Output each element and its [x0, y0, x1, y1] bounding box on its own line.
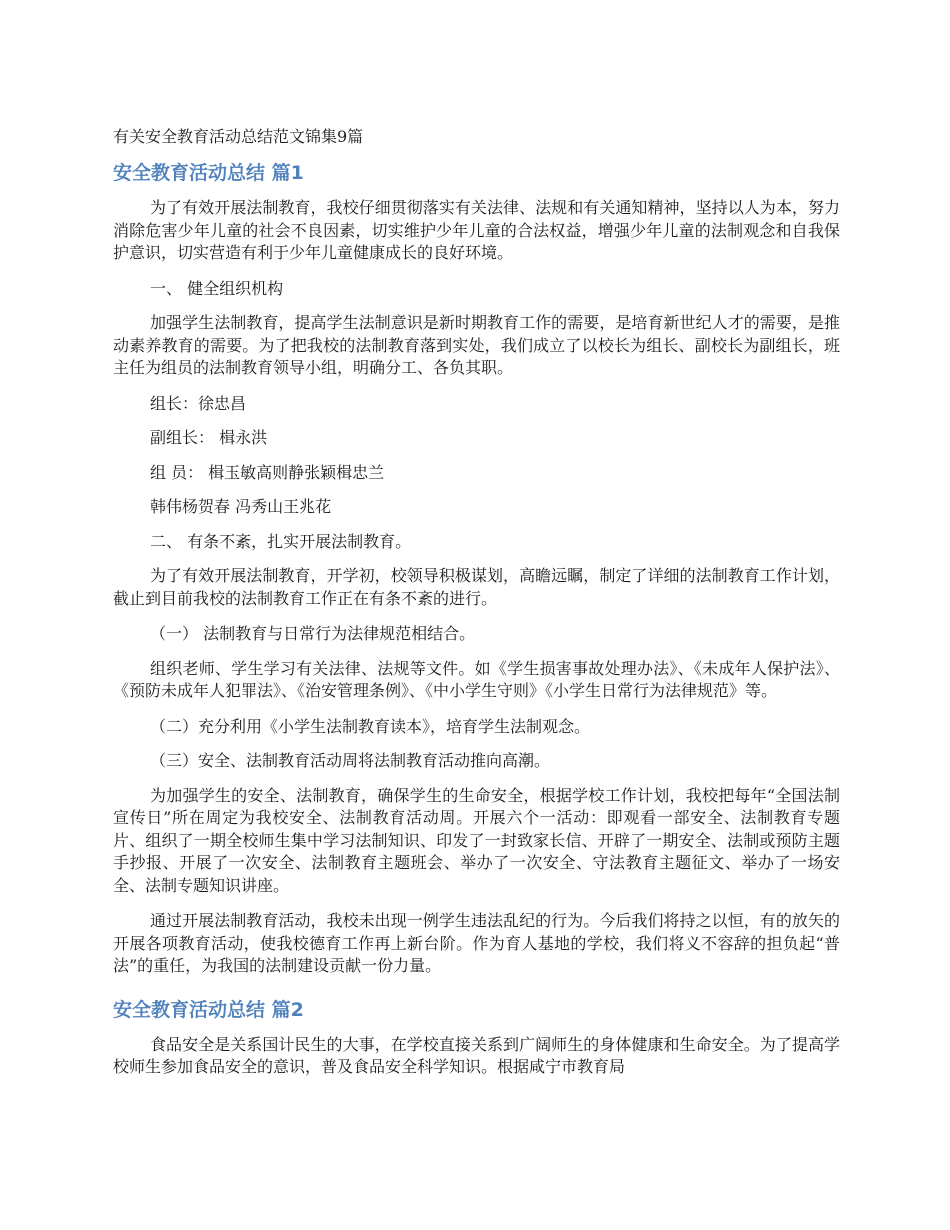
paragraph: 组织老师、学生学习有关法律、法规等文件。如《学生损害事故处理办法》、《未成年人保护法》、《预防未成年人犯罪法》、《治安管理条例》、《中小学生守则》《小学生日常行为法律规范》等。 — [113, 658, 840, 700]
subheading: （二）充分利用《小学生法制教育读本》，培育学生法制观念。 — [150, 716, 591, 736]
subheading: 一、 健全组织机构 — [150, 278, 284, 298]
paragraph: 通过开展法制教育活动，我校未出现一例学生违法乱纪的行为。今后我们将持之以恒，有的放矢的开展各项教育活动，使我校德育工作再上新台阶。作为育人基地的学校，我们将义不容辞的担负起“普法”的重任，为我国的法制建设贡献一份力量。 — [113, 911, 840, 975]
paragraph: 韩伟杨贺春 冯秀山王兆花 — [150, 497, 332, 516]
paragraph: 加强学生法制教育，提高学生法制意识是新时期教育工作的需要，是培育新世纪人才的需要，是推动素养教育的需要。为了把我校的法制教育落到实处，我们成立了以校长为组长、副校长为副组长，班主任为组员的法制教育领导小组，明确分工、各负其职。 — [113, 313, 840, 377]
paragraph: 为了有效开展法制教育，开学初，校领导积极谋划，高瞻远瞩，制定了详细的法制教育工作计划，截止到目前我校的法制教育工作正在有条不紊的进行。 — [113, 566, 840, 608]
paragraph: 食品安全是关系国计民生的大事，在学校直接关系到广阔师生的身体健康和生命安全。为了提高学校师生参加食品安全的意识，普及食品安全科学知识。根据咸宁市教育局 — [113, 1034, 840, 1076]
subheading: （一） 法制教育与日常行为法律规范相结合。 — [150, 624, 476, 643]
document-page — [113, 122, 840, 1092]
document-title: 有关安全教育活动总结范文锦集9篇 — [113, 127, 364, 146]
section-heading-2: 安全教育活动总结 篇2 — [113, 998, 304, 1021]
subheading: 二、 有条不紊，扎实开展法制教育。 — [150, 531, 412, 551]
paragraph: 副组长： 楫永洪 — [150, 428, 268, 447]
paragraph: 为加强学生的安全、法制教育，确保学生的生命安全，根据学校工作计划，我校把每年“全国法制宣传日”所在周定为我校安全、法制教育活动周。开展六个一活动：即观看一部安全、法制教育专题片、组织了一期全校师生集中学习法制知识、印发了一封致家长信、开辟了一期安全、法制或预防主题手抄报、开展了一次安全、法制教育主题班会、举办了一次安全、守法教育主题征文、举办了一场安全、法制专题知识讲座。 — [113, 785, 840, 895]
paragraph: 组长：徐忠昌 — [150, 393, 247, 413]
paragraph: 为了有效开展法制教育，我校仔细贯彻落实有关法律、法规和有关通知精神，坚持以人为本，努力消除危害少年儿童的社会不良因素，切实维护少年儿童的合法权益，增强少年儿童的法制观念和自我保护意识，切实营造有利于少年儿童健康成长的良好环境。 — [113, 198, 840, 262]
paragraph: 组 员： 楫玉敏高则静张颖楫忠兰 — [150, 462, 385, 482]
subheading: （三）安全、法制教育活动周将法制教育活动推向高潮。 — [150, 751, 551, 770]
section-heading-1: 安全教育活动总结 篇1 — [113, 162, 304, 184]
